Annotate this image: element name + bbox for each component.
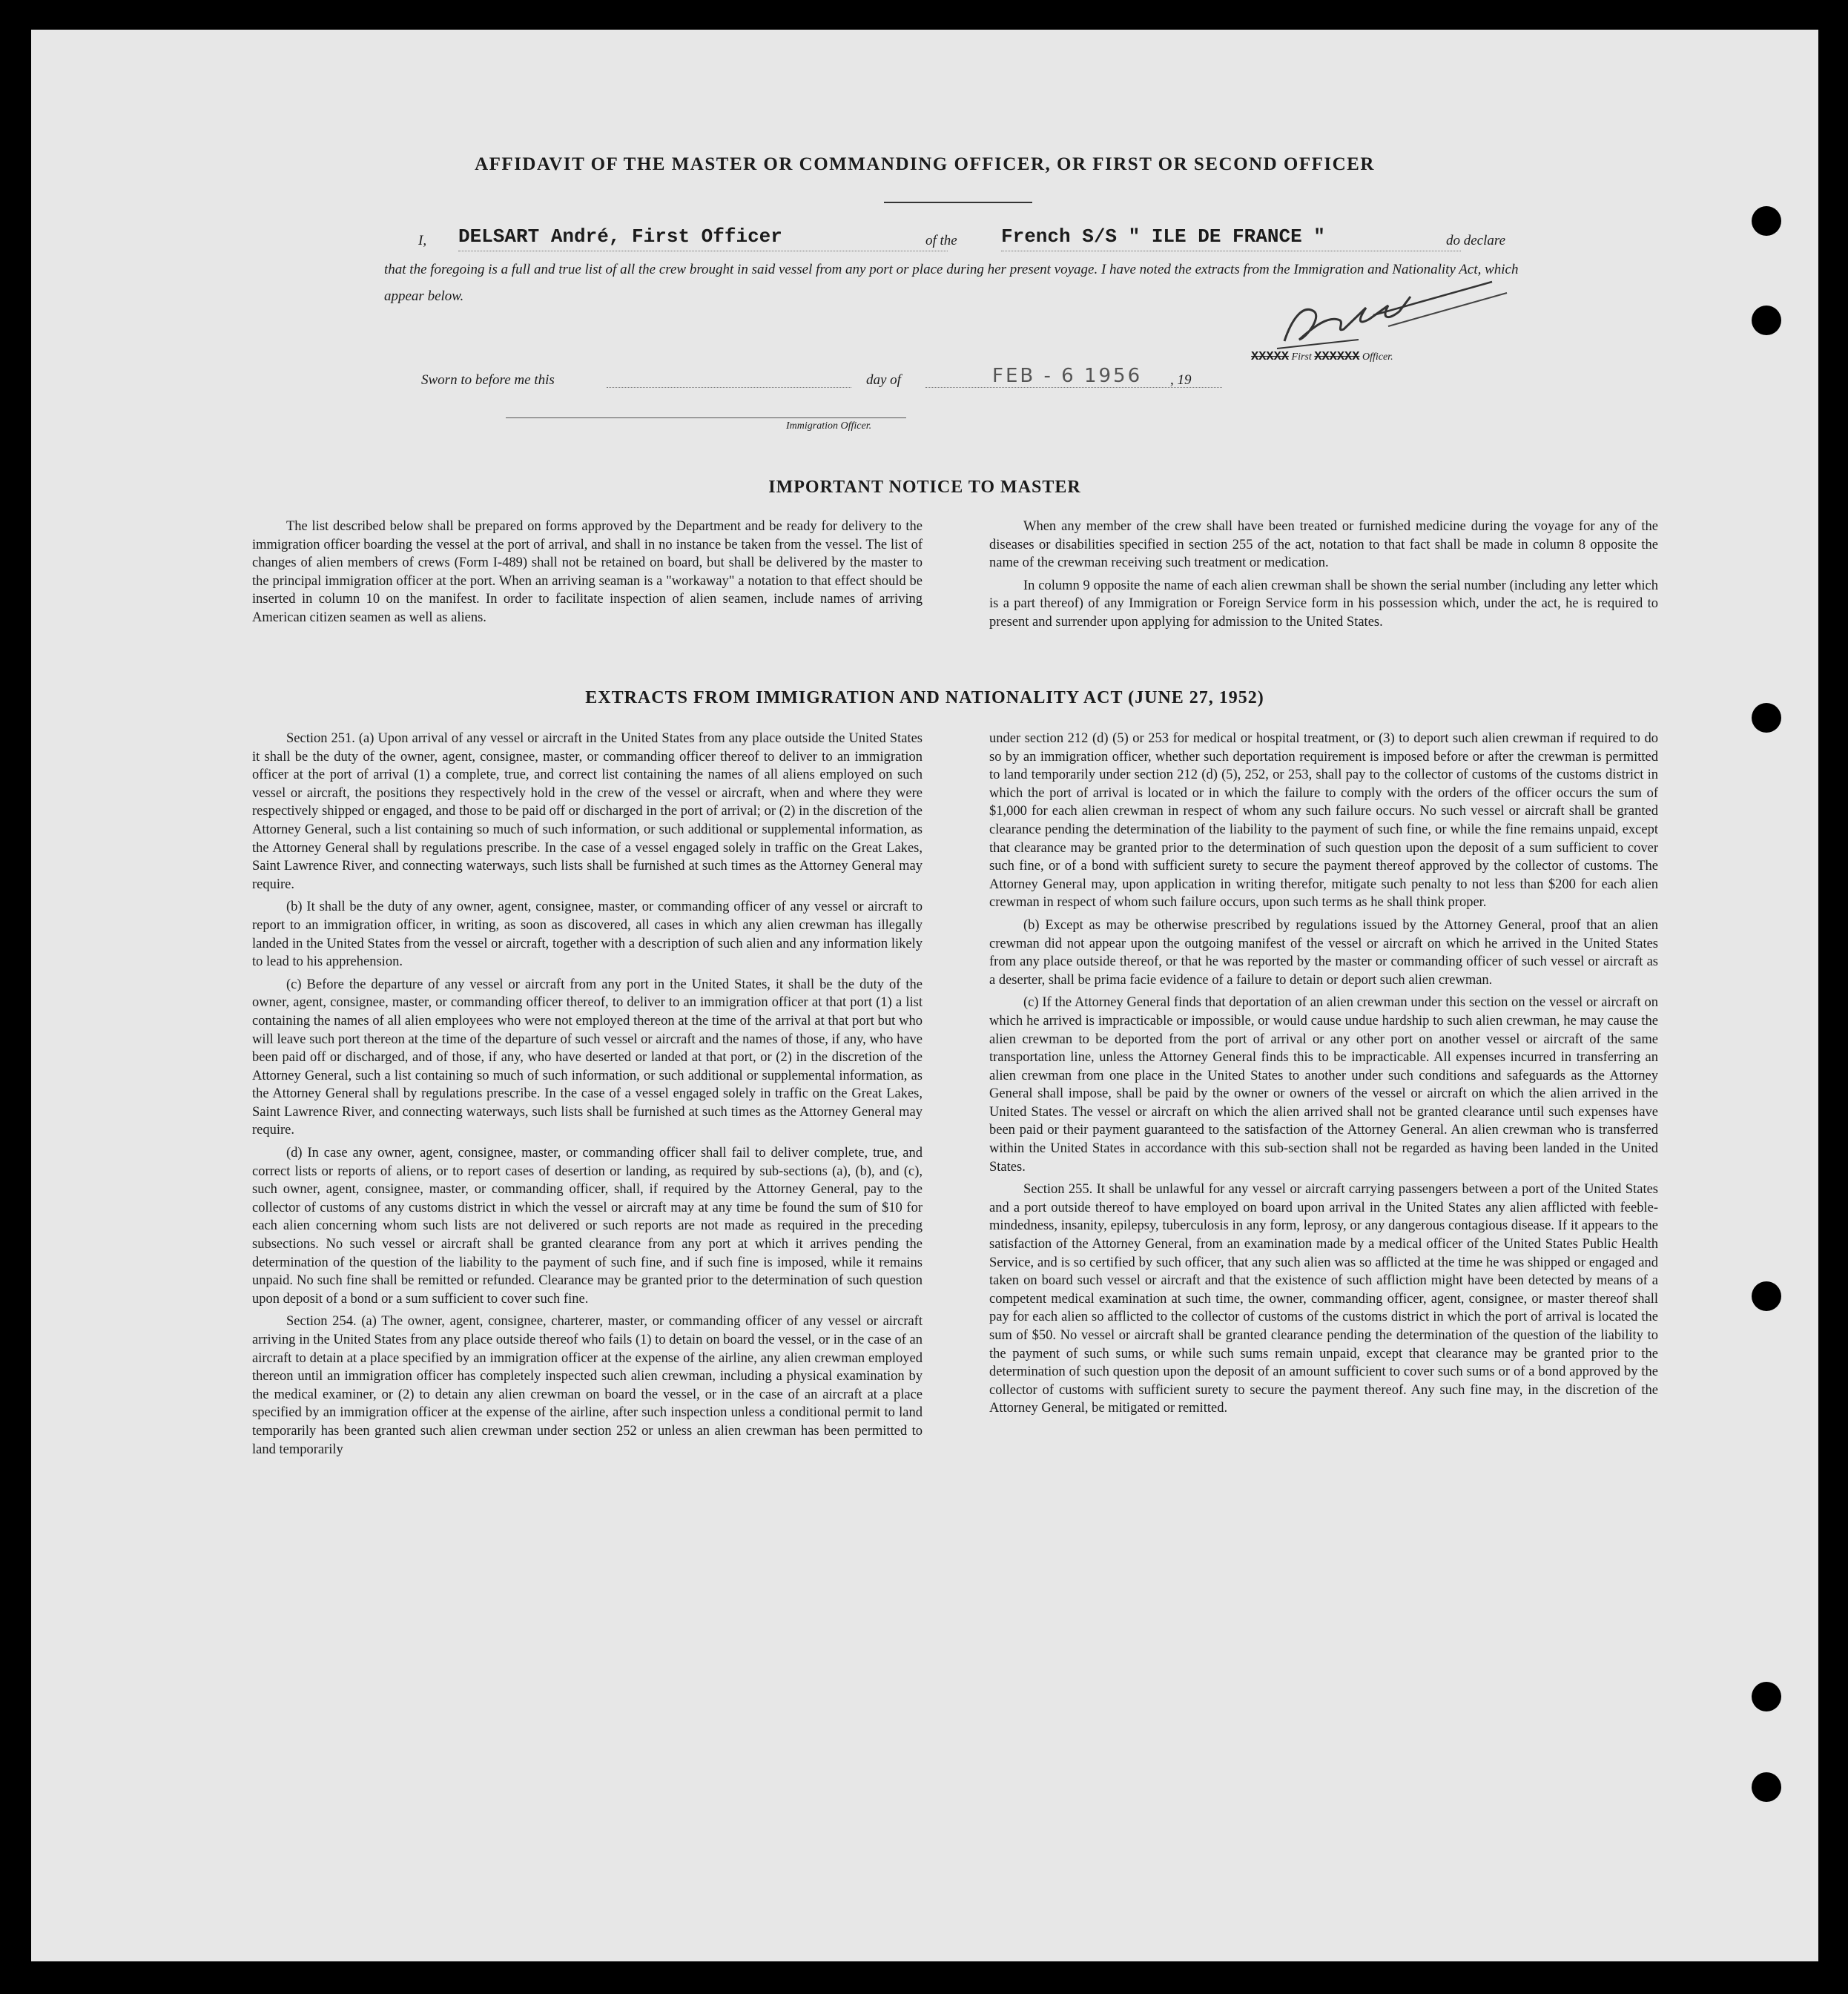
immigration-officer-line bbox=[506, 417, 906, 418]
section-251-d: (d) In case any owner, agent, consignee, master, or commanding officer shall fail to deliver complete, true, and correct lists or reports of aliens, or to report cases of desertion or landing, as required by sub-sections (a), (b), and (c), such owner, agent, consignee, master, or commanding officer, shall, if required by the Attorney General, pay to the collector of customs of any customs district in which the vessel or aircraft may at any time be found the sum of $10 for each alien concerning whom such lists are not delivered or such reports are not made as required in the preceding subsections. No such vessel or aircraft shall be granted clearance from any port at which it arrives pending the determination of the question of the liability to the payment of such fine, and if such fine is imposed, while it remains unpaid. No such fine shall be remitted or refunded. Clearance may be granted prior to the determination of such question upon deposit of a bond or a sum sufficient to cover such fine. bbox=[252, 1146, 923, 1307]
notice-left-text: The list described below shall be prepared on forms approved by the Department and be ready for delivery to the immigration officer boarding the vessel at the port of arrival, and shall in no instance be taken from the vessel. The list of changes of alien members of crews (Form I-489) shall not be retained on board, but shall be delivered by the master to the principal immigration officer at the port. When an arriving seaman is a "workaway" a notation to that effect should be inserted in column 10 on the manifest. In order to facilitate inspection of alien seamen, include names of arriving American citizen seamen as well as aliens. bbox=[252, 519, 923, 625]
section-254-b: (b) Except as may be otherwise prescribed by regulations issued by the Attorney General, proof that an alien crewman did not appear upon the outgoing manifest of the vessel or aircraft on which he arrived in the United States from any place outside thereof, or that he was reported by the master or commanding officer of such vessel or aircraft as a deserter, shall be prima facie evidence of a failure to detain or deport such alien crewman. bbox=[989, 917, 1658, 988]
section-255: Section 255. It shall be unlawful for any vessel or aircraft carrying passengers between a port of the United States and a port outside thereof to have employed on board upon arrival in the United States any alien afflicted with feeble-mindedness, insanity, epilepsy, tuberculosis in any form, leprosy, or any dangerous contagious disease. If it appears to the satisfaction of the Attorney General, from an examination made by a medical officer of the United States Public Health Service, and is so certified by such officer, that any such alien was so afflicted at the time he was shipped or engaged and taken on board such vessel or aircraft and that the existence of such affliction might have been detected by means of a competent medical examination at such time, the owner, commanding officer, agent, consignee, or master thereof shall pay for each alien so afflicted to the collector of customs of the customs district in which the port of arrival is located the sum of $50. No vessel or aircraft shall be granted clearance pending the determination of the question of the liability to the payment of such sums, or while such sums remain unpaid, except that clearance may be granted prior to the determination of such question upon the deposit of an amount sufficient to cover such sums or of a bond approved by the collector of customs with sufficient surety to secure the payment thereof. Any such fine may, in the discretion of the Attorney General, be mitigated or remitted. bbox=[989, 1182, 1658, 1416]
struck-second: XXXXXX bbox=[1314, 350, 1360, 364]
officer-signature bbox=[1270, 274, 1514, 356]
do-declare-label: do declare bbox=[1446, 233, 1506, 248]
year-prefix: , 19 bbox=[1170, 372, 1192, 388]
officer-name: DELSART André, First Officer bbox=[458, 225, 782, 248]
immigration-officer-label: Immigration Officer. bbox=[786, 420, 872, 432]
section-254-c: (c) If the Attorney General finds that deportation of an alien crewman under this section on the vessel or aircraft on which he arrived is impracticable or impossible, or would cause undue hardship to such alien crewman, he may cause the alien crewman to be deported from the port of arrival or any other port on another vessel or aircraft of the same transportation line, unless the Attorney General finds this to be impracticable. All expenses incurred in transferring an alien crewman from one place in the United States to another under such conditions and safeguards as the Attorney General shall impose, shall be paid by the owner or owners of the vessel or aircraft on which the alien arrived in the United States. The vessel or aircraft on which the alien arrived shall not be granted clearance until such expenses have been paid or their payment guaranteed to the satisfaction of the Attorney General. An alien crewman who is transferred within the United States in accordance with this sub-section shall not be regarded as having been landed in the United States. bbox=[989, 995, 1658, 1175]
section-251-a: Section 251. (a) Upon arrival of any vessel or aircraft in the United States from any place outside the United States it shall be the duty of the owner, agent, consignee, master, or commanding officer thereof to deliver to an immigration officer at the port of arrival (1) a complete, true, and correct list containing the names of all aliens employed on such vessel or aircraft, the positions they respectively hold in the crew of the vessel or aircraft, when and where they were respectively shipped or engaged, and those to be paid off or discharged in the port of arrival; or (2) in the discretion of the Attorney General, such a list containing so much of such information, or such additional or supplemental information, as the Attorney General shall by regulations prescribe. In the case of a vessel engaged solely in traffic on the Great Lakes, Saint Lawrence River, and connecting waterways, such lists shall be furnished at such times as the Attorney General may require. bbox=[252, 731, 923, 892]
declaration-line bbox=[387, 225, 1529, 258]
title-underline bbox=[884, 202, 1032, 203]
section-251-c: (c) Before the departure of any vessel or aircraft from any port in the United States, it shall be the duty of the owner, agent, consignee, master, or commanding officer thereof, to deliver to an immigration officer at that port (1) a list containing the names of all alien employees who were not employed thereon at the time of the arrival at that port but who will leave such port thereon at the time of the departure of such vessel or aircraft and the names of those, if any, who have been paid off or discharged, and of those, if any, who have deserted or landed at that port, or (2) in the discretion of the Attorney General, such a list containing so much of such information, or such additional or supplemental information, as the Attorney General shall by regulations prescribe. In the case of a vessel engaged solely in traffic on the Great Lakes, Saint Lawrence River, and connecting waterways, such lists shall be furnished at such times as the Attorney General may require. bbox=[252, 977, 923, 1138]
notice-right-text-1: When any member of the crew shall have been treated or furnished medicine during the voyage for any of the diseases or disabilities specified in section 255 of the act, notation to that fact shall be made in column 8 opposite the name of the crewman receiving such treatment or medication. bbox=[989, 519, 1658, 571]
binder-hole bbox=[1752, 306, 1781, 335]
vessel-name: French S/S " ILE DE FRANCE " bbox=[1001, 225, 1325, 248]
notice-right-text-2: In column 9 opposite the name of each alien crewman shall be shown the serial number (including any letter which is a part thereof) of any Immigration or Foreign Service form in his possession which, under the act, he is required to present and surrender upon applying for admission to the United States. bbox=[989, 578, 1658, 630]
binder-hole bbox=[1752, 1682, 1781, 1711]
day-blank bbox=[607, 387, 851, 388]
declaration-i: I, bbox=[418, 233, 427, 248]
signature-title bbox=[1251, 350, 1393, 364]
notice-right-column bbox=[989, 518, 1658, 636]
section-254-a-cont: under section 212 (d) (5) or 253 for medical or hospital treatment, or (3) to deport such alien crewman if required to do so by an immigration officer, whether such deportation requirement is imposed before or after the crewman is permitted to land temporarily under section 212 (d) (5), 252, or 253, shall pay to the collector of customs of the customs district in which the port of arrival is located or in which the failure to comply with the orders of the officer occurs the sum of $1,000 for each alien crewman in respect of whom any such failure occurs. No such vessel or aircraft shall be granted clearance pending the determination of the liability to the payment of such fine, or while the fine remains unpaid, except that clearance may be granted prior to the determination of such question upon the deposit of a sum sufficient to cover such fine, or of a bond with sufficient surety to secure the payment thereof approved by the collector of customs. The Attorney General may, upon application in writing therefor, mitigate such penalty to not less than $200 for each alien crewman in respect of whom such failure occurs, upon such terms as he shall think proper. bbox=[989, 731, 1658, 911]
notice-title: IMPORTANT NOTICE TO MASTER bbox=[768, 478, 1081, 497]
officer-label: Officer. bbox=[1362, 351, 1393, 363]
day-of-label: day of bbox=[866, 372, 901, 388]
binder-hole bbox=[1752, 1772, 1781, 1802]
first-label: First bbox=[1291, 351, 1312, 363]
binder-hole bbox=[1752, 703, 1781, 733]
extracts-left-column bbox=[252, 730, 923, 1463]
binder-hole bbox=[1752, 1281, 1781, 1311]
document-page bbox=[31, 30, 1818, 1961]
of-the-label: of the bbox=[925, 233, 957, 248]
sworn-prefix: Sworn to before me this bbox=[421, 372, 555, 388]
affidavit-title: AFFIDAVIT OF THE MASTER OR COMMANDING OFFICER, OR FIRST OR SECOND OFFICER bbox=[475, 154, 1375, 174]
section-254-a: Section 254. (a) The owner, agent, consignee, charterer, master, or commanding officer of any vessel or aircraft arriving in the United States from any place outside thereof who fails (1) to detain on board the vessel, or in the case of an aircraft to detain at a place specified by an immigration officer at the expense of the airline, any alien crewman employed thereon until an immigration officer has completely inspected such alien crewman, including a physical examination by the medical examiner, or (2) to detain any alien crewman on board the vessel, or in the case of an aircraft at a place specified by an immigration officer at the expense of the airline, after such inspection unless a conditional permit to land temporarily has been granted such alien crewman under section 252 or unless an alien crewman has been permitted to land temporarily bbox=[252, 1314, 923, 1457]
affidavit-statement: that the foregoing is a full and true list of all the crew brought in said vessel from any port or place during her present voyage. I have noted the extracts from the Immigration and Nationality Act, which appear below. bbox=[384, 262, 1519, 304]
struck-master: XXXXX bbox=[1251, 350, 1290, 364]
date-stamp: FEB - 6 1956 bbox=[992, 365, 1143, 387]
section-251-b: (b) It shall be the duty of any owner, agent, consignee, master, or commanding officer of any vessel or aircraft to report to an immigration officer, in writing, as soon as discovered, all cases in which any alien crewman has illegally landed in the United States from the vessel or aircraft, together with a description of such alien and any information likely to lead to his apprehension. bbox=[252, 899, 923, 970]
notice-left-column bbox=[252, 518, 923, 632]
binder-hole bbox=[1752, 206, 1781, 236]
extracts-right-column bbox=[989, 730, 1658, 1422]
extracts-title: EXTRACTS FROM IMMIGRATION AND NATIONALITY ACT (JUNE 27, 1952) bbox=[585, 688, 1264, 707]
